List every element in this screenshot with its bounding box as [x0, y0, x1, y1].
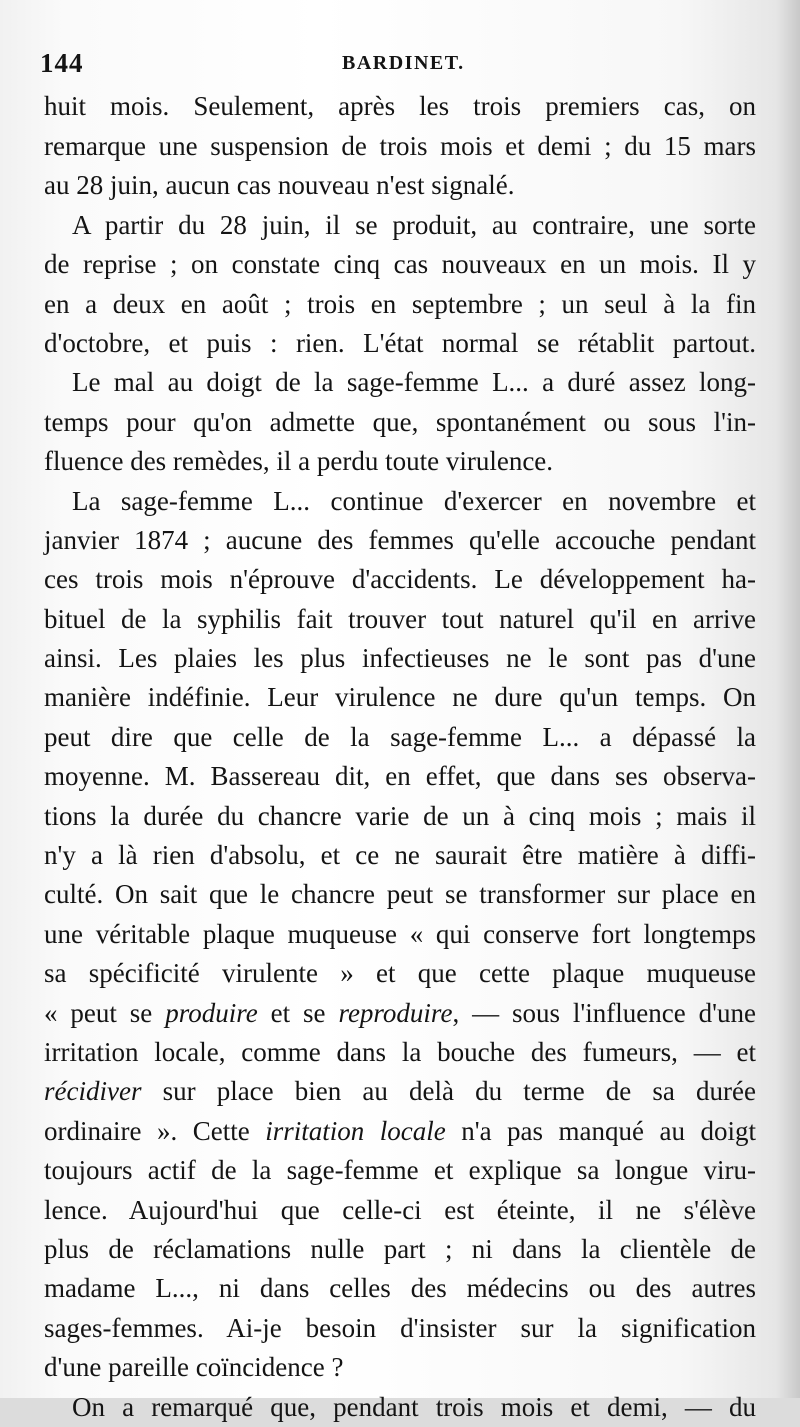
- text-line: [44, 994, 756, 1033]
- text-line: sa spécificité virulente » et que cette plaque muqueuse: [44, 958, 756, 989]
- text-line: d'une pareille coïncidence ?: [44, 1352, 344, 1383]
- text-line: d'octobre, et puis : rien. L'état normal se rétablit partout.: [44, 327, 756, 358]
- text-line: On a remarqué que, pendant trois mois et demi, — du: [72, 1391, 756, 1422]
- text-line: au 28 juin, aucun cas nouveau n'est signalé.: [44, 170, 515, 201]
- italic-term: récidiver: [44, 1076, 142, 1107]
- italic-term: produire: [165, 997, 258, 1028]
- page-header: [40, 48, 720, 78]
- text-line: remarque une suspension de trois mois et demi ; du 15 mars: [44, 131, 756, 161]
- text-line: tions la durée du chancre varie de un à cinq mois ; mais il: [44, 800, 756, 831]
- text-line: sages-femmes. Ai-je besoin d'insister sur la signification: [44, 1312, 756, 1343]
- text-segment: , — sous l'influence d'une: [452, 997, 757, 1028]
- text-line: huit mois. Seulement, après les trois premiers cas, on: [44, 91, 756, 121]
- text-line: [44, 1112, 756, 1151]
- running-head: BARDINET.: [342, 52, 465, 74]
- text-segment: ordinaire ». Cette: [44, 1115, 266, 1146]
- text-line: [44, 1072, 756, 1111]
- text-line: n'y a là rien d'absolu, et ce ne saurait être matière à diffi-: [44, 840, 756, 871]
- italic-term: irritation locale: [265, 1115, 446, 1146]
- text-line: ainsi. Les plaies les plus infectieuses ne le sont pas d'une: [44, 643, 756, 674]
- text-line: irritation locale, comme dans la bouche des fumeurs, — et: [44, 1036, 756, 1067]
- text-line: janvier 1874 ; aucune des femmes qu'elle accouche pendant: [44, 524, 756, 555]
- text-line: La sage-femme L... continue d'exercer en novembre et: [72, 485, 756, 516]
- text-line: de reprise ; on constate cinq cas nouveaux en un mois. Il y: [44, 249, 756, 280]
- text-line: madame L..., ni dans celles des médecins ou des autres: [44, 1273, 756, 1304]
- text-line: bituel de la syphilis fait trouver tout naturel qu'il en arrive: [44, 603, 756, 634]
- text-line: toujours actif de la sage-femme et explique sa longue viru-: [44, 1155, 756, 1186]
- text-line: moyenne. M. Bassereau dit, en effet, que dans ses observa-: [44, 761, 756, 792]
- text-line: fluence des remèdes, il a perdu toute virulence.: [44, 446, 554, 477]
- text-line: Le mal au doigt de la sage-femme L... a duré assez long-: [72, 367, 756, 398]
- text-line: lence. Aujourd'hui que celle-ci est éteinte, il ne s'élève: [44, 1194, 756, 1225]
- text-line: en a deux en août ; trois en septembre ; un seul à la fin: [44, 288, 756, 319]
- text-segment: et se: [257, 997, 339, 1028]
- italic-term: reproduire: [338, 997, 453, 1028]
- body-text: [44, 86, 756, 1427]
- page-number: 144: [40, 48, 84, 78]
- text-line: manière indéfinie. Leur virulence ne dure qu'un temps. On: [44, 682, 756, 713]
- text-line: A partir du 28 juin, il se produit, au contraire, une sorte: [72, 209, 756, 240]
- text-line: plus de réclamations nulle part ; ni dans la clientèle de: [44, 1233, 756, 1264]
- text-line: ces trois mois n'éprouve d'accidents. Le développement ha-: [44, 564, 756, 595]
- text-line: peut dire que celle de la sage-femme L... a dépassé la: [44, 721, 756, 752]
- text-line: culté. On sait que le chancre peut se transformer sur place en: [44, 879, 756, 910]
- text-segment: n'a pas manqué au doigt: [445, 1115, 757, 1146]
- text-segment: sur place bien au delà du terme de sa durée: [141, 1076, 756, 1107]
- text-segment: « peut se: [44, 997, 166, 1028]
- text-line: une véritable plaque muqueuse « qui conserve fort longtemps: [44, 918, 756, 949]
- text-line: temps pour qu'on admette que, spontanément ou sous l'in-: [44, 406, 756, 437]
